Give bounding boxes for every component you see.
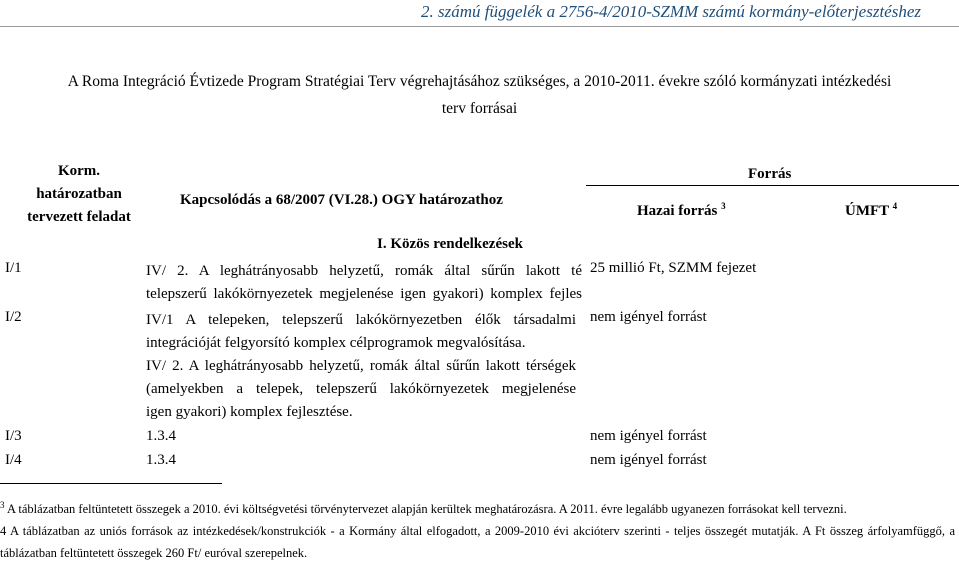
footnote-3 [0,497,959,518]
document-title [0,68,959,122]
resource-table [0,160,959,470]
header-umft: ÚMFT $^4$ [845,201,898,219]
title-line-1: A Roma Integráció Évtizede Program Stratégiai Terv végrehajtásához szükséges, a 2010-2011. évekre szóló kormányzati intézkedési [67,73,892,90]
header-source: Forrás [748,166,792,182]
row-i3-id: I/3 [5,428,22,444]
header-task-line-2: határozatban [36,186,122,202]
section-heading: I. Közös rendelkezések [377,236,523,252]
row-i3-domestic: nem igényel forrást [590,428,707,444]
row-i2-line-2: integrációját felgyorsító komplex célprogramok megvalósítása. [146,335,526,351]
header-link-column: Kapcsolódás a 68/2007 (VI.28.) OGY határozathoz [180,192,503,208]
footnote-4-number: 4 [0,524,7,538]
row-i4-id: I/4 [5,452,22,468]
header-source-divider [586,185,959,186]
footnote-3-text: A táblázatban feltüntetett összegek a 2010. évi költségvetési törvénytervezet alapján kerültek meghatározásra. A 2011. évre legalább ugyanezen forrásokat kell tervezni. [6,502,847,517]
row-i1-id: I/1 [5,260,22,276]
header-domestic-source: Hazai forrás $^3$ [637,201,726,219]
row-i2-id: I/2 [5,309,22,325]
row-i1-line-2: telepszerű lakókörnyezetek megjelenése igen gyakori) komplex fejles [146,286,582,302]
row-i2-line-3: IV/ 2. A leghátrányosabb helyzetű, romák által sűrűn lakott térségek [146,358,576,374]
footnote-separator [0,483,222,484]
row-i1-line-1: IV/ 2. A leghátrányosabb helyzetű, romák által sűrűn lakott té [146,263,582,279]
appendix-reference: 2. számú függelék a 2756-4/2010-SZMM számú kormány-előterjesztéshez [0,0,959,27]
row-i1-domestic: 25 millió Ft, SZMM fejezet [590,260,757,276]
row-i2-line-1: IV/1 A telepeken, telepszerű lakókörnyezetben élők társadalmi [146,312,576,328]
title-line-2: terv forrásai [441,100,518,117]
footnote-4-text: A táblázatban az uniós források az intézkedések/konstrukciók - a Kormány által elfogadott, a 2009-2010 évi akcióterv szerinti - teljes összegét mutatják. A Ft összeg árfolyamfüggő, a táblázatban feltüntetett összegek 260 Ft/ euróval szerepelnek. [0,524,955,560]
row-i2-domestic: nem igényel forrást [590,309,707,325]
row-i2-link [146,309,576,424]
footnote-ref-3: 3 [721,201,726,211]
header-task-line-1: Korm. [57,163,101,179]
footnote-ref-4: 4 [892,201,898,211]
row-i1-link [146,260,582,306]
row-i2-line-5: igen gyakori) komplex fejlesztése. [146,404,353,420]
row-i4-domestic: nem igényel forrást [590,452,707,468]
footnote-4 [0,520,955,564]
row-i3-link: 1.3.4 [146,428,176,444]
footnote-3-number: 3 [0,500,5,510]
header-task-column [0,160,158,229]
header-task-line-3: tervezett feladat [27,209,131,225]
row-i2-line-4: (amelyekben a telepek, telepszerű lakókörnyezetek megjelenése [146,381,576,397]
row-i4-link: 1.3.4 [146,452,176,468]
